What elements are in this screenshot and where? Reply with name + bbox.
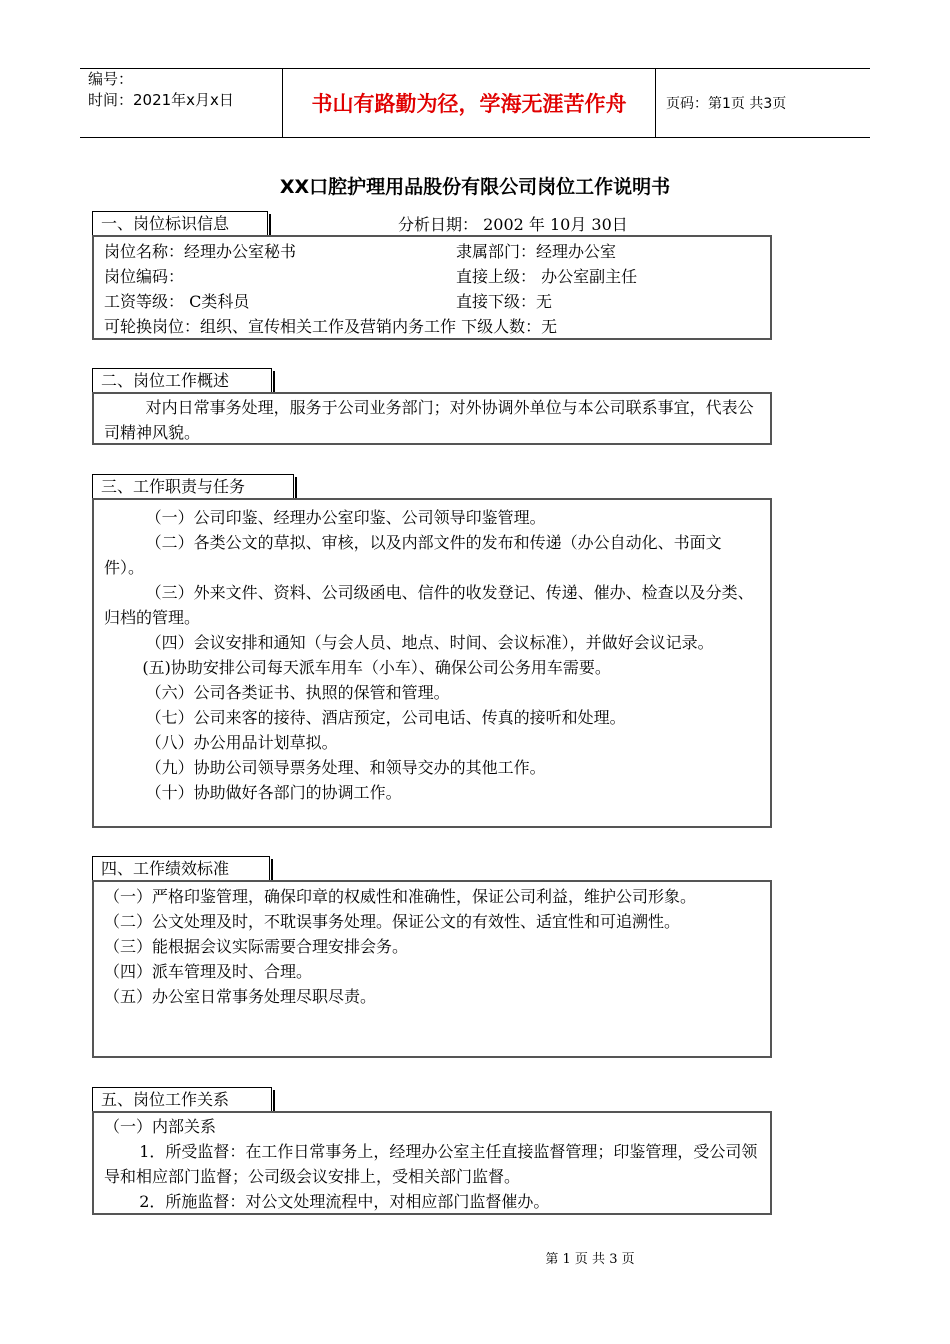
section2-heading: 二、岗位工作概述 [92,368,272,392]
page-header [80,68,870,138]
duty-item: （九）协助公司领导票务处理、和领导交办的其他工作。 [145,758,546,777]
rotation-row: 可轮换岗位：组织、宣传相关工作及营销内务工作 下级人数：无 [104,317,558,336]
section3-heading: 三、工作职责与任务 [92,474,294,498]
position-code: 岗位编码： [104,267,185,286]
header-motto: 书山有路勤为径，学海无涯苦作舟 [282,69,656,137]
direct-subordinate: 直接下级：无 [456,292,553,311]
section1-heading: 一、岗位标识信息 [92,211,268,235]
duty-item: （四）会议安排和通知（与会人员、地点、时间、会议标准），并做好会议记录。 [145,633,714,652]
section5-heading: 五、岗位工作关系 [92,1087,272,1111]
performance-item: （三）能根据会议实际需要合理安排会务。 [104,937,409,956]
document-time-label: 时间：2021年x月x日 [88,91,234,109]
performance-item: （二）公文处理及时，不耽误事务处理。保证公文的有效性、适宜性和可追溯性。 [104,912,681,931]
duty-item: （三）外来文件、资料、公司级函电、信件的收发登记、传递、催办、检查以及分类、归档的管理。 [104,583,754,627]
relation-item: 2．所施监督：对公文处理流程中，对相应部门监督催办。 [139,1192,550,1211]
overview-text: 对内日常事务处理，服务于公司业务部门；对外协调外单位与本公司联系事宜，代表公司精神风貌。 [104,398,754,442]
duty-item: (五)协助安排公司每天派车用车（小车）、确保公司公务用车需要。 [142,658,611,677]
section1-box [92,235,772,340]
header-meta [80,69,288,137]
info-row [104,264,760,289]
duty-item: （八）办公用品计划草拟。 [145,733,338,752]
section4-box [92,880,772,1058]
header-page-label: 页码：第1页 共3页 [666,96,787,112]
duty-item: （六）公司各类证书、执照的保管和管理。 [145,683,450,702]
performance-item: （五）办公室日常事务处理尽职尽责。 [104,987,377,1006]
performance-item: （一）严格印鉴管理，确保印章的权威性和准确性，保证公司利益，维护公司形象。 [104,887,697,906]
section5-box [92,1111,772,1215]
page-footer: 第 1 页 共 3 页 [545,1252,635,1267]
analysis-date: 分析日期： 2002 年 10月 30日 [398,215,628,234]
duty-item: （七）公司来客的接待、酒店预定，公司电话、传真的接听和处理。 [145,708,626,727]
section2-box [92,392,772,445]
salary-grade: 工资等级： C类科员 [104,292,250,311]
duty-item: （一）公司印鉴、经理办公室印鉴、公司领导印鉴管理。 [145,508,546,527]
performance-item: （四）派车管理及时、合理。 [104,962,313,981]
department: 隶属部门：经理办公室 [456,242,617,261]
info-row [104,289,760,314]
relation-item: 1．所受监督：在工作日常事务上，经理办公室主任直接监督管理；印鉴管理，受公司领导和相应部门监督；公司级会议安排上，受相关部门监督。 [104,1142,758,1186]
info-row [104,239,760,264]
section3-box [92,498,772,828]
direct-superior: 直接上级： 办公室副主任 [456,267,638,286]
document-number-label: 编号： [88,70,134,88]
section4-heading: 四、工作绩效标准 [92,856,270,880]
duty-item: （十）协助做好各部门的协调工作。 [145,783,402,802]
document-title: XX口腔护理用品股份有限公司岗位工作说明书 [279,176,671,198]
relation-subheading: （一）内部关系 [104,1117,217,1136]
position-name: 岗位名称：经理办公室秘书 [104,242,297,261]
duty-item: （二）各类公文的草拟、审核，以及内部文件的发布和传递（办公自动化、书面文件）。 [104,533,722,577]
